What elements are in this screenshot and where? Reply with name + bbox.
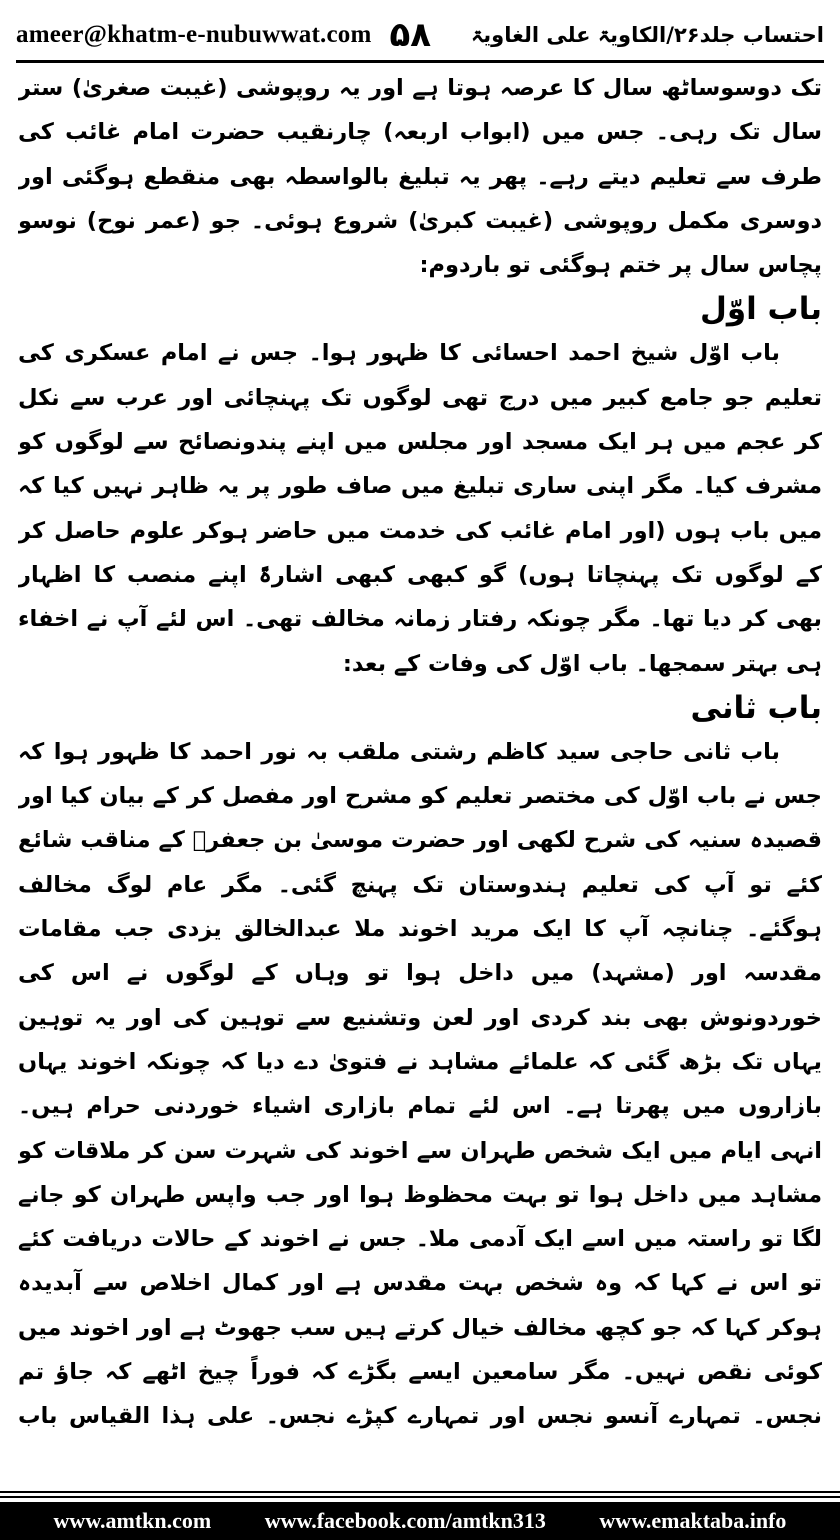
footer-divider-bottom [0, 1496, 840, 1498]
section-heading-bab-sani: باب ثانی [690, 689, 822, 726]
header-email: ameer@khatm-e-nubuwwat.com [16, 21, 372, 48]
footer-link-amtkn[interactable]: www.amtkn.com [53, 1508, 212, 1533]
paragraph-2: باب اوّل شیخ احمد احسائی کا ظہور ہوا۔ جس نے امام عسکری کی تعلیم جو جامع کبیر میں درج تھی لوگوں تک پہنچائی اور عرب سے نکل کر عجم میں ہر ایک مسجد اور مجلس میں اپنے پندونصائح سے لوگوں کو مشرف کیا۔ مگر اپنی ساری تبلیغ میں صاف طور پر یہ ظاہر نہیں کیا کہ میں باب ہوں (اور امام غائب کی خدمت میں حاضر ہوکر علوم حاصل کر کے لوگوں تک پہنچاتا ہوں) گو کبھی کبھی اشارۃً اپنے منصب کا اظہار بھی کر دیا تھا۔ مگر چونکہ رفتار زمانہ مخالف تھی۔ اس لئے آپ نے اخفاء ہی بہتر سمجھا۔ باب اوّل کی وفات کے بعد: [18, 340, 822, 677]
body-text [18, 66, 822, 1446]
footer-divider-top [0, 1491, 840, 1493]
header-divider [16, 60, 824, 63]
page-number: ۵۸ [389, 15, 432, 55]
footer-link-facebook[interactable]: www.facebook.com/amtkn313 [264, 1508, 546, 1533]
page-footer [0, 1502, 840, 1540]
paragraph-1: تک دوسوساٹھ سال کا عرصہ ہوتا ہے اور یہ روپوشی (غیبت صغریٰ) ستر سال تک رہی۔ جس میں (ابواب اربعہ) چارنقیب حضرت امام غائب کی طرف سے تعلیم دیتے رہے۔ پھر یہ تبلیغ بالواسطہ بھی منقطع ہوگئی اور دوسری مکمل روپوشی (غیبت کبریٰ) شروع ہوئی۔ جو (عمر نوح) نوسو پچاس سال پر ختم ہوگئی تو باردوم: [18, 75, 822, 279]
book-title: احتساب جلد۲۶/الکاویۃ علی الغاویۃ [470, 23, 824, 47]
header-left-group [16, 15, 431, 55]
footer-link-emaktaba[interactable]: www.emaktaba.info [599, 1508, 787, 1533]
section-heading-bab-awwal: باب اوّل [699, 291, 822, 328]
page-header [16, 14, 824, 56]
paragraph-3: باب ثانی حاجی سید کاظم رشتی ملقب بہ نور احمد کا ظہور ہوا کہ جس نے باب اوّل کی مختصر تعلیم کو مشرح اور مفصل کر کے بیان کیا اور قصیدہ سنیہ کی شرح لکھی اور حضرت موسیٰ بن جعفرؒ کے مناقب شائع کئے تو آپ کی تعلیم ہندوستان تک پہنچ گئی۔ مگر عام لوگ مخالف ہوگئے۔ چنانچہ آپ کا ایک مرید اخوند ملا عبدالخالق یزدی جب مقامات مقدسہ اور (مشہد) میں داخل ہوا تو وہاں کے لوگوں نے اس کی خوردونوش بھی بند کردی اور لعن وتشنیع سے توہین کی اور یہ توہین یہاں تک بڑھ گئی کہ علمائے مشاہد نے فتویٰ دے دیا کہ چونکہ اخوند یہاں بازاروں میں پھرتا ہے۔ اس لئے تمام بازاری اشیاء خوردنی حرام ہیں۔ انہی ایام میں ایک شخص طہران سے اخوند کی شہرت سن کر ملاقات کو مشاہد میں داخل ہوا تو بہت محظوظ ہوا اور جب واپس طہران کو جانے لگا تو راستہ میں اسے ایک آدمی ملا۔ جس نے اخوند کے حالات دریافت کئے تو اس نے کہا کہ وہ شخص بہت مقدس ہے اور کمال اخلاص سے آبدیدہ ہوکر کہا کہ جو کچھ مخالف خیال کرتے ہیں سب جھوٹ ہے اور اخوند میں کوئی نقص نہیں۔ مگر سامعین ایسے بگڑے کہ فوراً چیخ اٹھے کہ جاؤ تم نجس۔ تمہارے آنسو نجس اور تمہارے کپڑے نجس۔ علی ہذا القیاس باب [18, 738, 822, 1430]
